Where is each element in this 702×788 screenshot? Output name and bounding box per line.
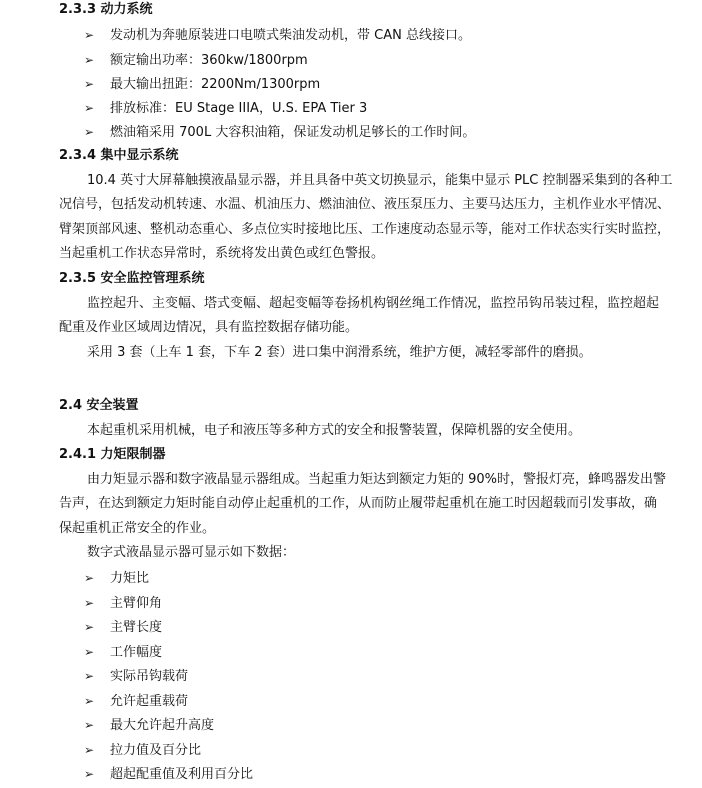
list-item: ➢ 力矩比 [84,571,150,586]
arrow-bullet-icon: ➢ [84,718,95,732]
paragraph-line: 当起重机工作状态异常时，系统将发出黄色或红色警报。 [59,246,385,261]
section-heading-2-4: 2.4 安全装置 [59,398,139,413]
arrow-bullet-icon: ➢ [84,53,95,67]
paragraph-line: 本起重机采用机械，电子和液压等多种方式的安全和报警装置，保障机器的安全使用。 [87,423,582,438]
list-item: ➢ 最大允许起升高度 [84,718,215,733]
paragraph-line: 告声，在达到额定力矩时能自动停止起重机的工作，从而防止履带起重机在施工时因超载而引发事故，确 [59,496,658,511]
paragraph-line: 配重及作业区域周边情况，具有监控数据存储功能。 [59,320,359,335]
paragraph-line: 保起重机正常安全的作业。 [59,521,216,536]
paragraph-line: 况信号，包括发动机转速、水温、机油压力、燃油油位、液压泵压力、主要马达压力，主机作业水平情况、 [59,197,671,212]
paragraph-line: 由力矩显示器和数字液晶显示器组成。当起重力矩达到额定力矩的 90%时，警报灯亮，蜂鸣器发出警 [87,472,667,487]
arrow-bullet-icon: ➢ [84,694,95,708]
list-item: ➢ 最大输出扭距：2200Nm/1300rpm [84,77,321,92]
list-item: ➢ 排放标准：EU Stage IIIA，U.S. EPA Tier 3 [84,101,368,116]
arrow-bullet-icon: ➢ [84,596,95,610]
list-item: ➢ 燃油箱采用 700L 大容积油箱，保证发动机足够长的工作时间。 [84,125,476,140]
arrow-bullet-icon: ➢ [84,77,95,91]
list-item: ➢ 额定输出功率：360kw/1800rpm [84,53,308,68]
paragraph-line: 数字式液晶显示器可显示如下数据： [87,545,296,560]
section-heading-2-4-1: 2.4.1 力矩限制器 [59,447,166,462]
list-item: ➢ 实际吊钩载荷 [84,669,189,684]
arrow-bullet-icon: ➢ [84,620,95,634]
arrow-bullet-icon: ➢ [84,645,95,659]
arrow-bullet-icon: ➢ [84,571,95,585]
list-item: ➢ 超起配重值及利用百分比 [84,767,254,782]
list-item: ➢ 工作幅度 [84,645,163,660]
arrow-bullet-icon: ➢ [84,125,95,139]
arrow-bullet-icon: ➢ [84,743,95,757]
arrow-bullet-icon: ➢ [84,101,95,115]
arrow-bullet-icon: ➢ [84,669,95,683]
list-item: ➢ 拉力值及百分比 [84,743,202,758]
arrow-bullet-icon: ➢ [84,767,95,781]
section-heading-2-3-4: 2.3.4 集中显示系统 [59,148,179,163]
paragraph-line: 臂架顶部风速、整机动态重心、多点位实时接地比压、工作速度动态显示等，能对工作状态实行实时监控， [59,222,671,237]
paragraph-line: 10.4 英寸大屏幕触摸液晶显示器，并且具备中英文切换显示，能集中显示 PLC 控制器采集到的各种工 [87,173,673,188]
paragraph-line: 监控起升、主变幅、塔式变幅、超起变幅等卷扬机构钢丝绳工作情况，监控吊钩吊装过程，监控超起 [87,296,660,311]
list-item: ➢ 主臂仰角 [84,596,163,611]
arrow-bullet-icon: ➢ [84,28,95,42]
list-item: ➢ 允许起重载荷 [84,694,189,709]
list-item: ➢ 主臂长度 [84,620,163,635]
section-heading-2-3-5: 2.3.5 安全监控管理系统 [59,271,205,286]
section-heading-2-3-3: 2.3.3 动力系统 [59,2,153,17]
list-item: ➢ 发动机为奔驰原装进口电喷式柴油发动机，带 CAN 总线接口。 [84,28,471,43]
paragraph-line: 采用 3 套（上车 1 套，下车 2 套）进口集中润滑系统，维护方便，减轻零部件的磨损。 [87,345,592,360]
